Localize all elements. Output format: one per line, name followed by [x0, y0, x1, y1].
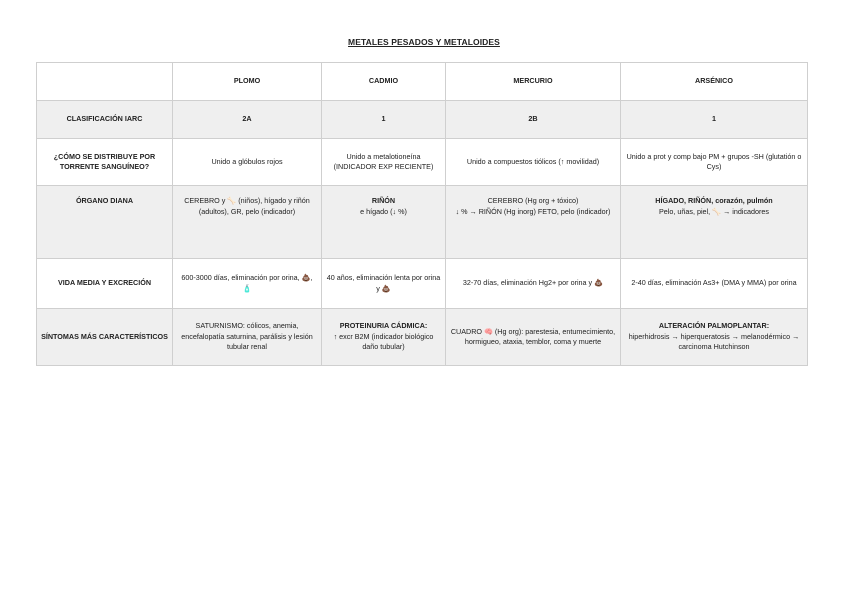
column-header-cadmio: CADMIO [322, 63, 446, 101]
cell-vida-plomo: 600-3000 días, eliminación por orina, 💩, 🧴 [173, 259, 322, 309]
cell-distribucion-mercurio: Unido a compuestos tiólicos (↑ movilidad) [446, 139, 621, 186]
cell-distribucion-plomo: Unido a glóbulos rojos [173, 139, 322, 186]
cell-iarc-plomo: 2A [173, 101, 322, 139]
table-row [37, 259, 808, 309]
corner-cell [37, 63, 173, 101]
cell-sintomas-cadmio-line1: PROTEINURIA CÁDMICA: [339, 321, 428, 331]
cell-organo-arsenico-line1: HÍGADO, RIÑÓN, corazón, pulmón [655, 196, 773, 205]
column-header-plomo: PLOMO [173, 63, 322, 101]
cell-distribucion-cadmio: Unido a metalotioneína (INDICADOR EXP RECIENTE) [322, 139, 446, 186]
row-label-organo: ÓRGANO DIANA [37, 186, 173, 259]
cell-iarc-mercurio: 2B [446, 101, 621, 139]
row-label-vida: VIDA MEDIA Y EXCRECIÓN [37, 259, 173, 309]
cell-sintomas-mercurio: CUADRO 🧠 (Hg org): parestesia, entumecimiento, hormigueo, ataxia, temblor, coma y muerte [446, 309, 621, 366]
row-label-sintomas: SÍNTOMAS MÁS CARACTERÍSTICOS [37, 309, 173, 366]
cell-sintomas-arsenico-line2: hiperhidrosis → hiperqueratosis → melanodérmico → carcinoma Hutchinson [628, 331, 800, 352]
cell-organo-cadmio [322, 186, 446, 259]
table-row [37, 139, 808, 186]
page-title: METALES PESADOS Y METALOIDES [348, 37, 500, 47]
table-row [37, 309, 808, 366]
row-label-iarc: CLASIFICACIÓN IARC [37, 101, 173, 139]
cell-organo-mercurio-line1: CEREBRO (Hg org + tóxico) [487, 196, 579, 205]
column-header-mercurio: MERCURIO [446, 63, 621, 101]
cell-organo-mercurio [446, 186, 621, 259]
column-header-arsenico: ARSÉNICO [621, 63, 808, 101]
cell-sintomas-cadmio-line2: ↑ excr B2M (indicador biológico daño tubular) [333, 331, 434, 352]
row-label-distribucion: ¿CÓMO SE DISTRIBUYE POR TORRENTE SANGUÍNEO? [37, 139, 173, 186]
cell-organo-cadmio-line1: RIÑÓN [371, 196, 396, 205]
table-row [37, 101, 808, 139]
cell-organo-arsenico [621, 186, 808, 259]
cell-iarc-cadmio: 1 [322, 101, 446, 139]
cell-organo-arsenico-line2: Pelo, uñas, piel, 🦴 → indicadores [658, 206, 770, 216]
cell-sintomas-arsenico-line1: ALTERACIÓN PALMOPLANTAR: [658, 321, 770, 331]
cell-sintomas-cadmio [322, 309, 446, 366]
cell-sintomas-arsenico [621, 309, 808, 366]
metals-table [36, 62, 808, 366]
cell-vida-cadmio: 40 años, eliminación lenta por orina y 💩 [322, 259, 446, 309]
table-header-row [37, 63, 808, 101]
cell-vida-mercurio: 32-70 días, eliminación Hg2+ por orina y 💩 [446, 259, 621, 309]
cell-organo-plomo: CEREBRO y 🦴 (niños), hígado y riñón (adultos), GR, pelo (indicador) [173, 186, 322, 259]
cell-organo-cadmio-line2: e hígado (↓ %) [360, 206, 407, 216]
cell-sintomas-plomo: SATURNISMO: cólicos, anemia, encefalopatía saturnina, parálisis y lesión tubular renal [173, 309, 322, 366]
cell-iarc-arsenico: 1 [621, 101, 808, 139]
table-row [37, 186, 808, 259]
cell-organo-mercurio-line2: ↓ % → RIÑÓN (Hg inorg) FETO, pelo (indicador) [455, 206, 611, 216]
cell-vida-arsenico: 2-40 días, eliminación As3+ (DMA y MMA) por orina [621, 259, 808, 309]
cell-distribucion-arsenico: Unido a prot y comp bajo PM + grupos -SH (glutatión o Cys) [621, 139, 808, 186]
